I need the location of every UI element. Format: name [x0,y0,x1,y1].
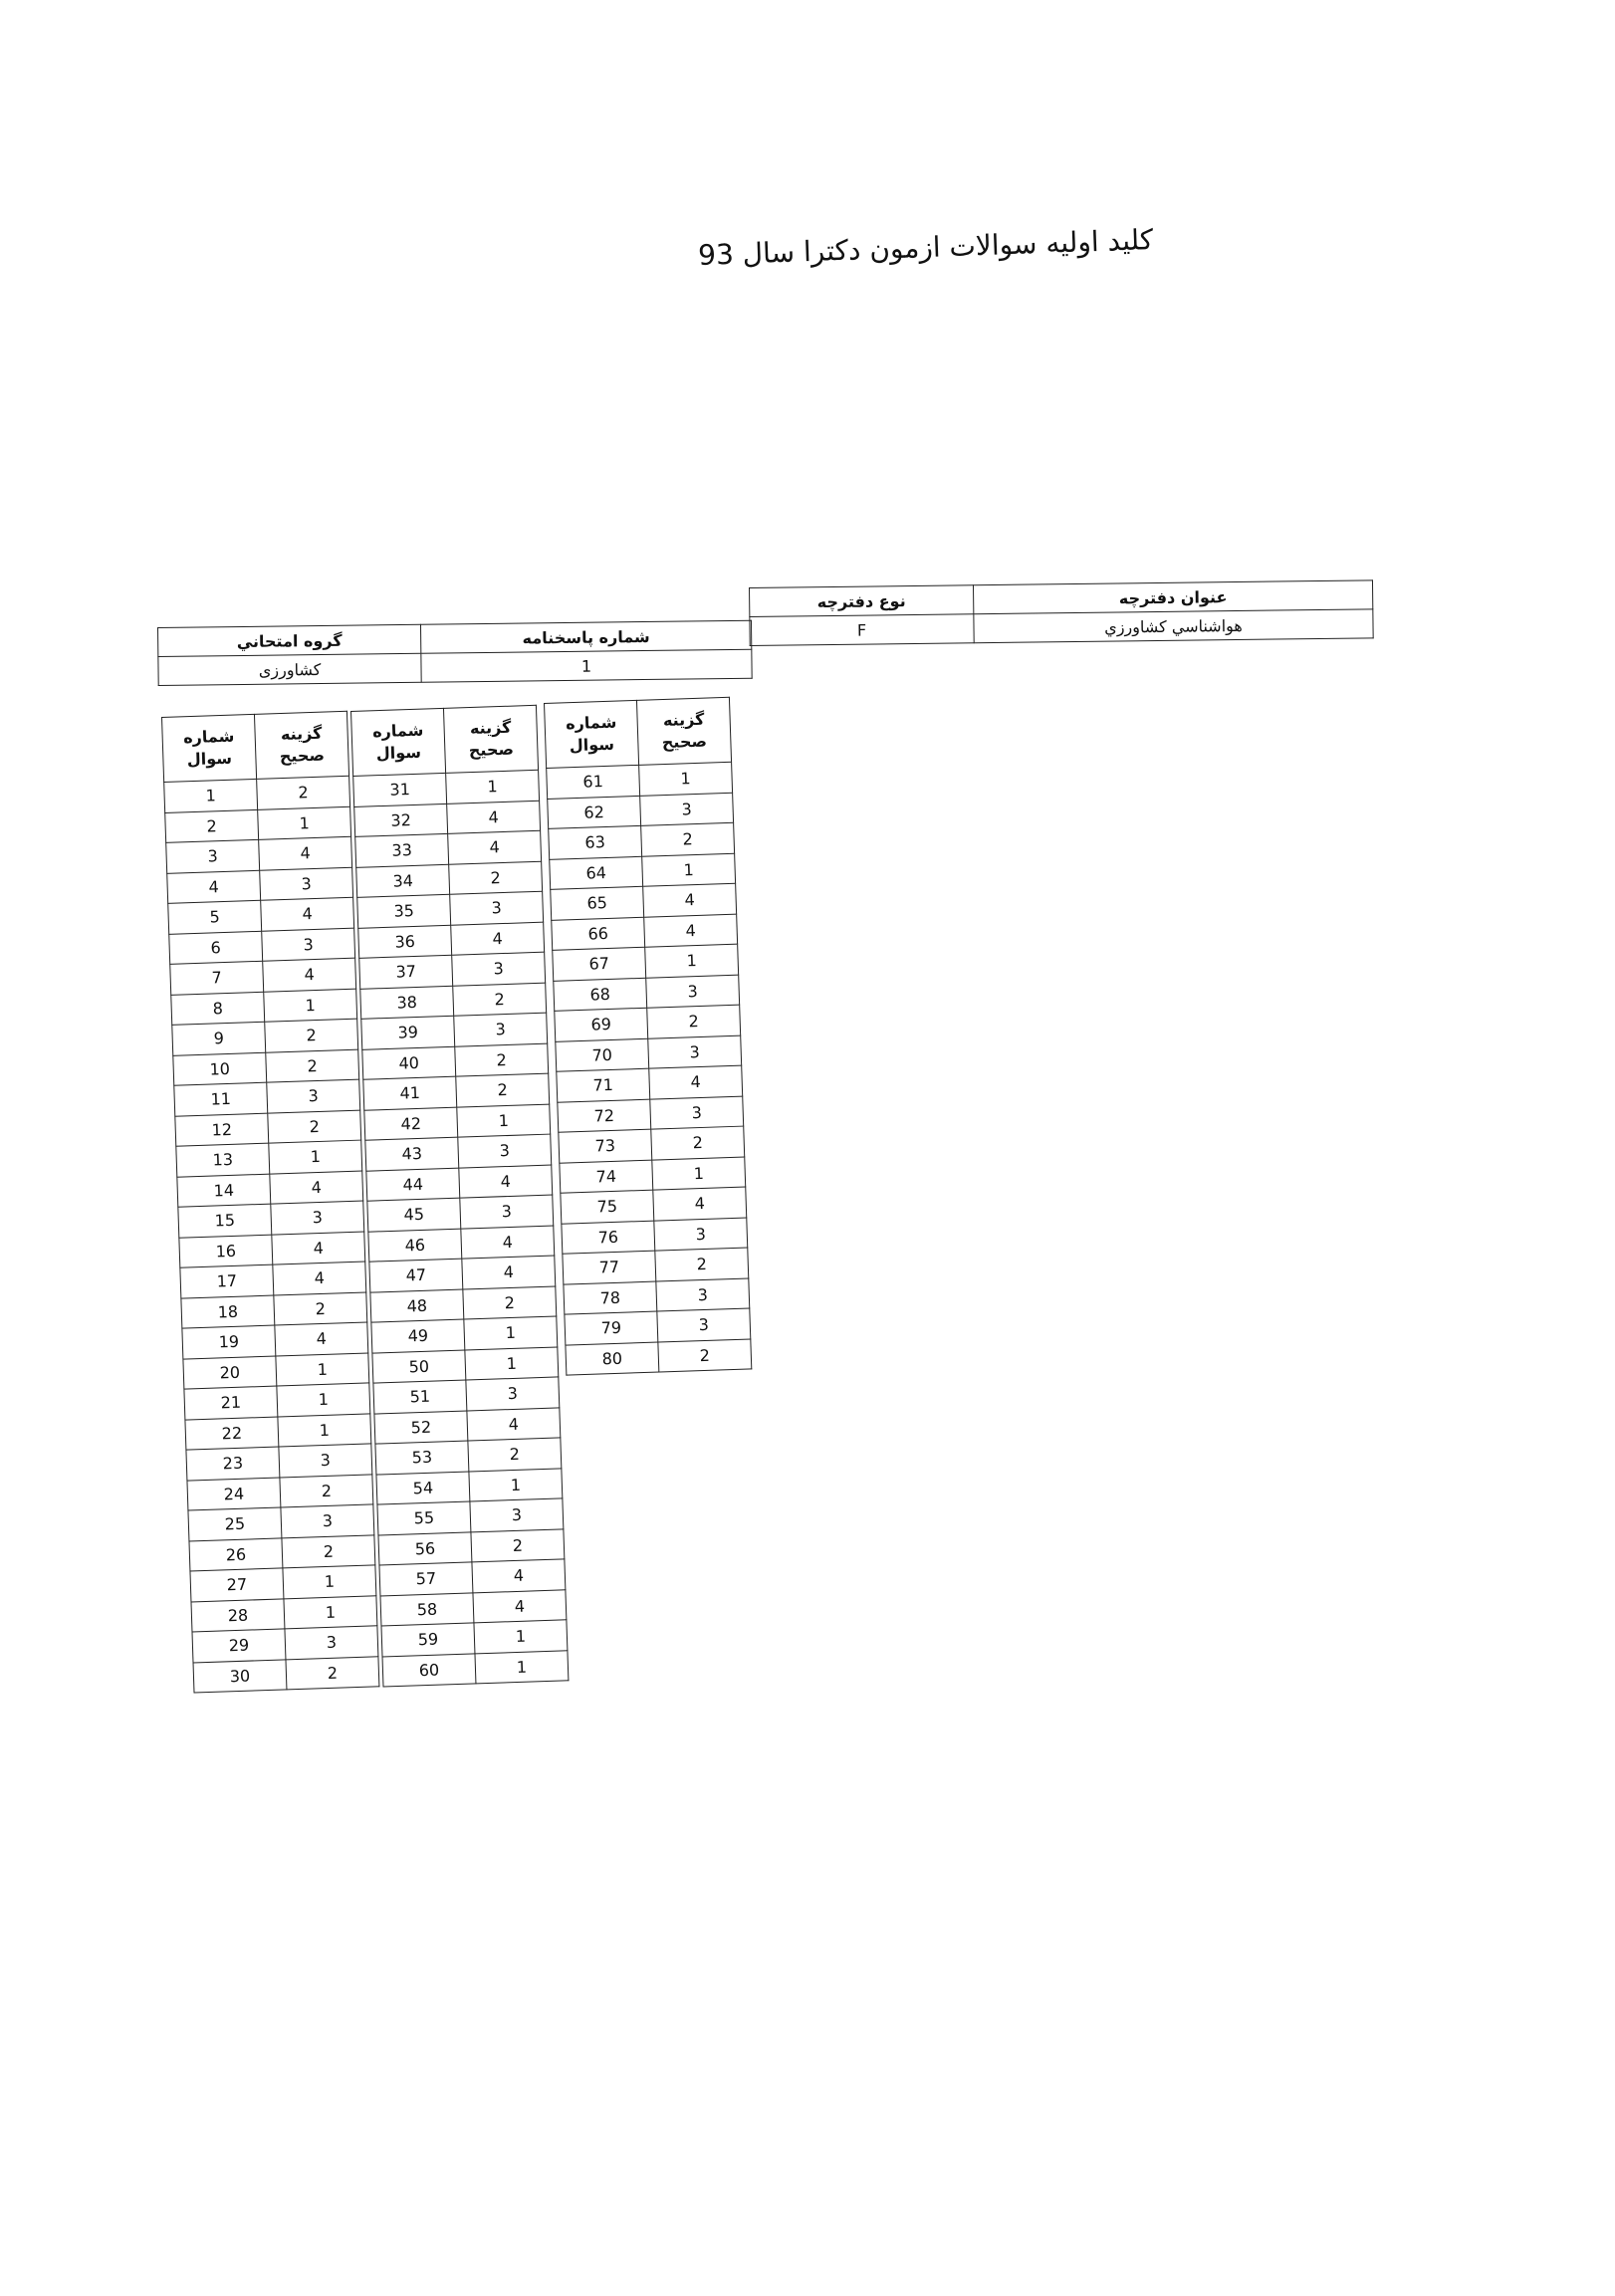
answer-key-header-row [351,705,539,776]
correct-option: 2 [257,776,350,809]
question-number: 31 [353,773,447,806]
correct-option: 1 [264,989,357,1023]
correct-option: 4 [272,1232,365,1265]
question-number: 22 [185,1417,279,1451]
correct-option: 4 [263,958,356,992]
answer-key-header-row [545,697,732,768]
question-number: 12 [175,1113,269,1147]
correct-option: 2 [453,983,547,1017]
question-number: 4 [167,870,261,904]
question-number: 65 [551,886,644,920]
question-number: 57 [379,1562,473,1596]
question-number: 27 [190,1568,284,1602]
answer-key-header-row [162,711,349,782]
booklet-type-label: نوع دفترچه [750,585,974,617]
question-number: 23 [186,1447,280,1481]
question-number: 10 [173,1052,267,1086]
correct-option: 1 [469,1468,563,1501]
question-number: 1 [164,779,258,812]
question-number: 14 [177,1174,271,1208]
correct-option: 3 [260,867,353,901]
question-number: 56 [378,1531,472,1565]
correct-option: 3 [450,891,544,925]
question-number: 60 [382,1653,476,1687]
question-number: 79 [565,1311,658,1345]
correct-option: 3 [452,952,546,986]
question-number: 19 [182,1325,276,1359]
question-number-header: شماره سوال [162,714,257,782]
correct-option: 2 [647,1005,741,1038]
question-number: 75 [561,1190,654,1224]
correct-option: 2 [455,1043,549,1077]
question-number: 80 [566,1342,659,1376]
question-number: 66 [552,917,645,951]
question-number: 39 [361,1016,455,1049]
correct-option: 4 [649,1065,743,1099]
correct-option: 3 [285,1626,378,1660]
correct-option: 3 [262,928,355,962]
question-number: 20 [183,1356,277,1390]
correct-option: 4 [467,1407,561,1441]
correct-option: 2 [651,1126,745,1160]
correct-option: 3 [279,1444,372,1478]
correct-option: 1 [645,944,739,978]
correct-option: 3 [460,1195,554,1229]
question-number: 46 [368,1229,462,1263]
correct-option: 3 [267,1079,360,1113]
correct-option: 2 [449,861,543,895]
question-number: 61 [547,765,640,799]
question-number: 29 [192,1629,286,1663]
correct-option: 1 [278,1413,371,1447]
correct-option: 3 [454,1013,548,1046]
correct-option: 1 [474,1620,568,1654]
correct-option: 1 [465,1346,559,1380]
question-number: 53 [375,1441,469,1475]
question-number: 16 [179,1235,273,1268]
correct-option: 2 [280,1474,373,1507]
question-number: 13 [176,1143,270,1177]
question-number: 44 [366,1168,460,1202]
question-number: 7 [170,961,264,995]
question-number: 72 [558,1099,651,1133]
correct-option: 3 [470,1498,564,1532]
correct-option: 2 [268,1110,361,1144]
question-number: 78 [564,1281,657,1315]
booklet-title-label: عنوان دفترچه [973,580,1372,614]
correct-option: 1 [258,806,351,840]
question-number: 41 [363,1076,457,1110]
question-number: 18 [181,1295,275,1329]
question-number: 24 [187,1477,281,1510]
correct-option: 2 [274,1291,367,1325]
document-title: کلید اولیه سوالات ازمون دکترا سال 93 [697,223,1154,272]
correct-option: 3 [657,1308,751,1342]
exam-info-table [157,620,753,686]
correct-option: 4 [472,1559,566,1593]
question-number: 62 [548,796,641,829]
answer-key-table-1 [161,711,379,1694]
booklet-info-table [749,579,1374,646]
correct-option-header: گزینه صحیح [636,697,731,765]
correct-option: 2 [655,1248,749,1281]
question-number: 77 [563,1251,656,1284]
question-number: 71 [557,1068,650,1102]
correct-option-header: گزینه صحیح [443,705,538,773]
question-number: 54 [376,1471,470,1504]
question-number: 9 [172,1022,266,1055]
question-number: 59 [381,1623,475,1657]
correct-option: 1 [457,1104,551,1138]
correct-option: 4 [259,836,352,870]
answer-key-row [566,1338,752,1375]
question-number: 26 [189,1537,283,1571]
correct-option: 2 [463,1285,557,1319]
correct-option: 1 [446,770,540,804]
question-number: 32 [354,804,448,837]
question-number: 42 [364,1107,458,1141]
question-number: 37 [359,955,453,989]
question-number: 52 [374,1411,468,1445]
question-number: 21 [184,1386,278,1420]
question-number: 68 [554,978,647,1012]
question-number: 51 [373,1380,467,1414]
question-number: 25 [188,1507,282,1541]
correct-option: 1 [639,762,733,796]
question-number: 8 [171,992,265,1026]
correct-option: 2 [471,1528,565,1562]
correct-option: 2 [468,1438,562,1472]
correct-option: 3 [640,793,734,826]
question-number: 73 [559,1129,652,1163]
question-number: 38 [360,986,454,1020]
question-number: 67 [553,947,646,981]
question-number: 55 [377,1501,471,1535]
question-number: 40 [362,1046,456,1080]
question-number: 28 [191,1598,285,1632]
question-number: 58 [380,1592,474,1626]
question-number: 11 [174,1082,268,1116]
correct-option: 4 [644,914,738,948]
correct-option: 3 [650,1096,744,1130]
correct-option: 4 [459,1165,553,1199]
answer-key-table-3 [544,697,752,1376]
correct-option-header: گزینه صحیح [254,711,348,779]
question-number: 43 [365,1137,459,1171]
correct-option: 3 [466,1377,560,1411]
question-number: 47 [369,1259,463,1292]
question-number: 5 [168,900,262,934]
answer-sheet-value: 1 [421,649,752,682]
correct-option: 4 [448,830,542,864]
question-number-header: شماره سوال [351,708,446,776]
question-number: 35 [357,894,451,928]
answer-sheet-label: شماره پاسخنامه [420,620,751,653]
question-number: 2 [165,809,259,843]
answer-key-row [382,1650,569,1687]
answer-key-row [193,1656,379,1693]
correct-option: 4 [451,922,545,956]
question-number: 45 [367,1198,461,1232]
correct-option: 4 [273,1262,366,1295]
correct-option: 1 [652,1157,746,1191]
question-number: 74 [560,1160,653,1194]
correct-option: 3 [646,975,740,1009]
question-number: 36 [358,925,452,959]
question-number: 49 [371,1319,465,1353]
answer-key-table-2 [350,705,569,1688]
correct-option: 4 [643,883,737,917]
question-number: 50 [372,1350,466,1384]
question-number: 69 [555,1008,648,1041]
correct-option: 4 [447,801,541,834]
question-number: 76 [562,1221,655,1255]
correct-option: 3 [271,1201,364,1235]
exam-group-value: كشاورزی [158,653,421,685]
correct-option: 2 [456,1073,550,1107]
correct-option: 1 [642,853,736,887]
question-number: 34 [356,864,450,898]
booklet-type-value: F [750,614,974,646]
correct-option: 4 [653,1187,747,1221]
correct-option: 1 [283,1565,376,1599]
exam-group-label: گروه امتحاني [158,624,421,656]
correct-option: 4 [461,1226,555,1260]
correct-option: 1 [475,1650,569,1684]
question-number: 30 [193,1659,287,1693]
question-number: 70 [556,1038,649,1072]
question-number: 33 [355,833,449,867]
question-number: 64 [550,856,643,890]
correct-option: 4 [473,1589,567,1623]
correct-option: 4 [275,1322,368,1356]
question-number: 3 [166,839,260,873]
correct-option: 4 [261,897,354,931]
question-number: 6 [169,931,263,965]
correct-option: 3 [281,1504,374,1538]
correct-option: 3 [656,1277,750,1311]
correct-option: 2 [266,1049,359,1083]
correct-option: 3 [458,1134,552,1168]
correct-option: 2 [282,1534,375,1568]
exam-info-value-row [158,649,752,685]
question-number: 17 [180,1264,274,1298]
question-number-header: شماره سوال [545,700,639,768]
correct-option: 4 [462,1256,556,1289]
correct-option: 3 [648,1035,742,1069]
correct-option: 2 [641,822,735,856]
question-number: 48 [370,1289,464,1323]
correct-option: 3 [654,1218,748,1252]
booklet-title-value: هواشناسي كشاورزي [974,609,1373,643]
correct-option: 1 [269,1140,362,1174]
correct-option: 2 [265,1019,358,1052]
question-number: 63 [549,825,642,859]
correct-option: 1 [276,1352,369,1386]
question-number: 15 [178,1204,272,1238]
correct-option: 4 [270,1171,363,1205]
correct-option: 1 [284,1595,377,1629]
correct-option: 1 [277,1383,370,1417]
correct-option: 2 [658,1338,752,1372]
correct-option: 2 [286,1656,379,1690]
correct-option: 1 [464,1316,558,1350]
